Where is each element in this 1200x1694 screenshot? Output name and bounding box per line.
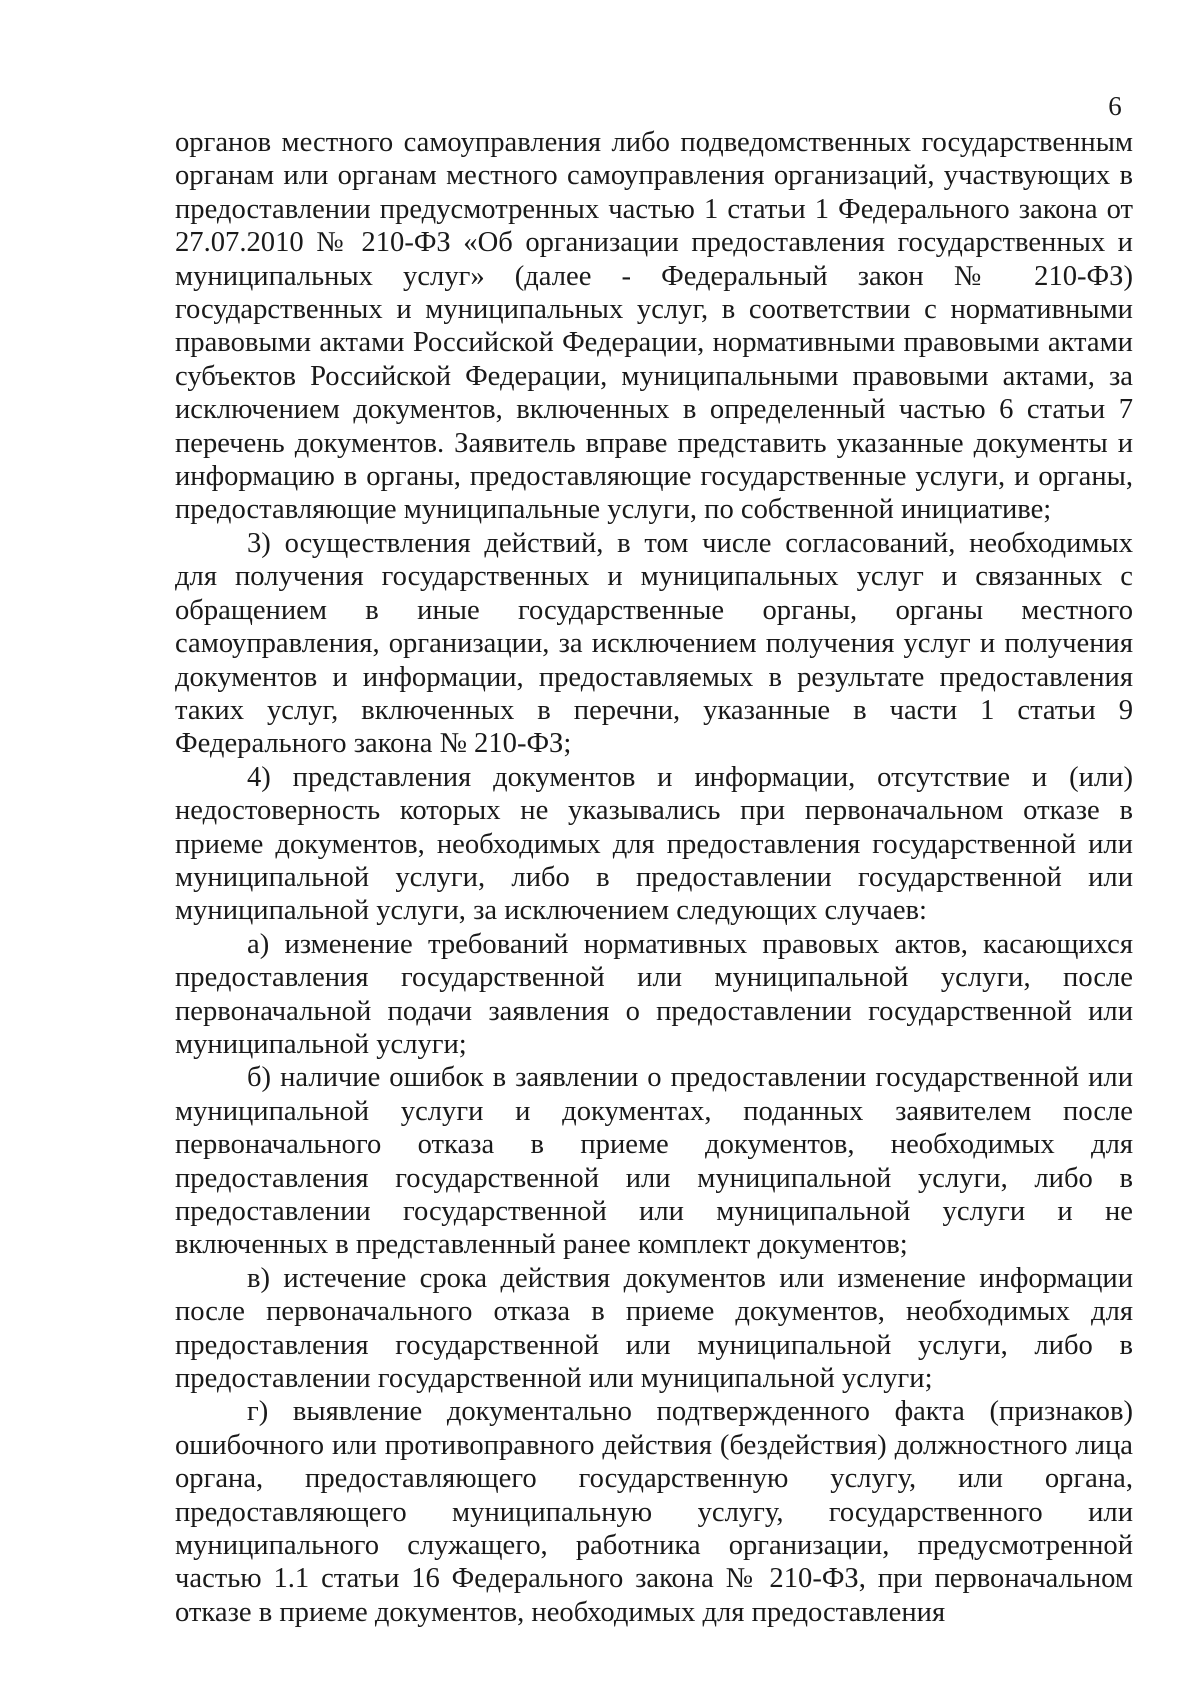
paragraph-subitem-g: г) выявление документально подтвержденного факта (признаков) ошибочного или противоправного действия (бездействия) должностного лица органа, предоставляющего государственную услугу, или органа, предоставляющего муниципальную услугу, государственного или муниципального служащего, работника организации, предусмотренной частью 1.1 статьи 16 Федерального закона № 210-ФЗ, при первоначальном отказе в приеме документов, необходимых для предоставления	[175, 1396, 1133, 1628]
paragraph-item-3: 3) осуществления действий, в том числе согласований, необходимых для получения государственных и муниципальных услуг и связанных с обращением в иные государственные органы, органы местного самоуправления, организации, за исключением получения услуг и получения документов и информации, предоставляемых в результате предоставления таких услуг, включенных в перечни, указанные в части 1 статьи 9 Федерального закона № 210-ФЗ;	[175, 527, 1133, 760]
page-number: 6	[1108, 91, 1122, 121]
paragraph-continuation: органов местного самоуправления либо подведомственных государственным органам или органам местного самоуправления организаций, участвующих в предоставлении предусмотренных частью 1 статьи 1 Федерального закона от 27.07.2010 № 210-ФЗ «Об организации предоставления государственных и муниципальных услуг» (далее - Федеральный закон № 210-ФЗ) государственных и муниципальных услуг, в соответствии с нормативными правовыми актами Российской Федерации, нормативными правовыми актами субъектов Российской Федерации, муниципальными правовыми актами, за исключением документов, включенных в определенный частью 6 статьи 7 перечень документов. Заявитель вправе представить указанные документы и информацию в органы, предоставляющие государственные услуги, и органы, предоставляющие муниципальные услуги, по собственной инициативе;	[175, 127, 1133, 526]
paragraph-subitem-v: в) истечение срока действия документов или изменение информации после первоначального отказа в приеме документов, необходимых для предоставления государственной или муниципальной услуги, либо в предоставлении государственной или муниципальной услуги;	[175, 1262, 1133, 1395]
paragraph-subitem-b: б) наличие ошибок в заявлении о предоставлении государственной или муниципальной услуги и документах, поданных заявителем после первоначального отказа в приеме документов, необходимых для предоставления государственной или муниципальной услуги, либо в предоставлении государственной или муниципальной услуги и не включенных в представленный ранее комплект документов;	[175, 1062, 1133, 1261]
document-body	[175, 126, 1133, 1629]
paragraph-subitem-a: а) изменение требований нормативных правовых актов, касающихся предоставления государственной или муниципальной услуги, после первоначальной подачи заявления о предоставлении государственной или муниципальной услуги;	[175, 928, 1133, 1060]
paragraph-item-4: 4) представления документов и информации, отсутствие и (или) недостоверность которых не указывались при первоначальном отказе в приеме документов, необходимых для предоставления государственной или муниципальной услуги, либо в предоставлении государственной или муниципальной услуги, за исключением следующих случаев:	[175, 761, 1133, 927]
